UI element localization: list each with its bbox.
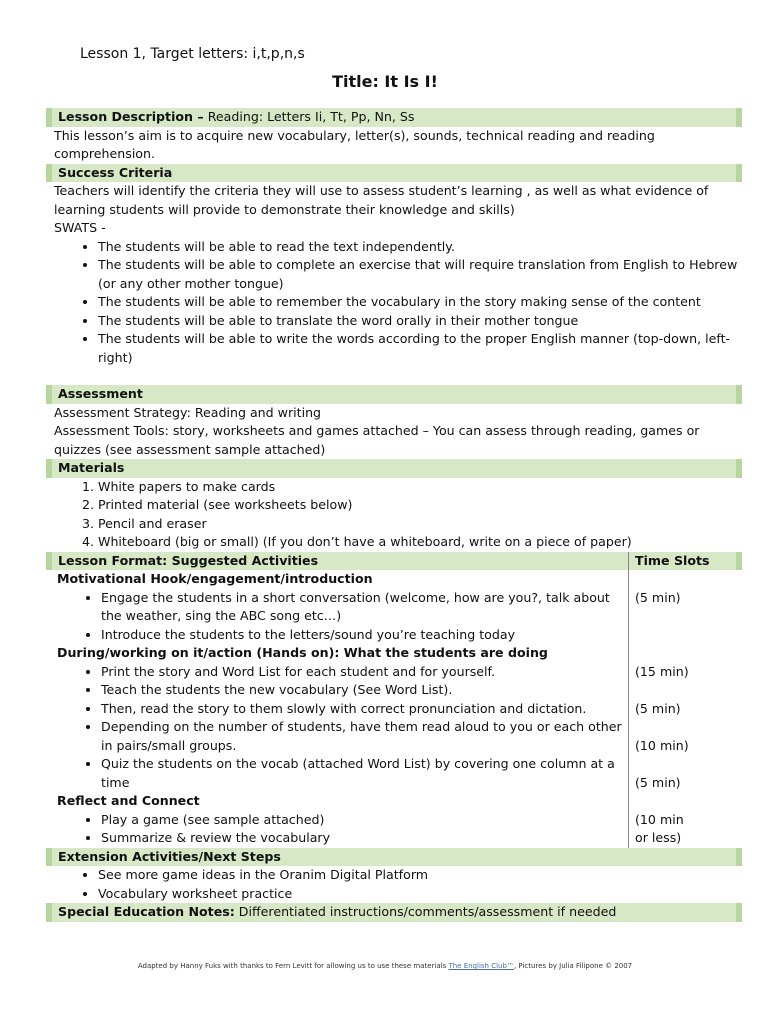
assessment-tools: Assessment Tools: story, worksheets and games attached – You can assess through reading, games or quizzes (see assessment sample attached) [54, 423, 700, 457]
time-slots-header: Time Slots [629, 552, 740, 571]
materials-band [46, 459, 742, 478]
page-title: Title: It Is I! [332, 72, 438, 91]
list-item: • Engage the students in a short conversation (welcome, how are you?, talk about the weather, sing the ABC song etc…) [101, 589, 628, 626]
reflect-time-note: or less) [635, 830, 682, 845]
page-header: Lesson 1, Target letters: i,t,p,n,s [80, 46, 305, 62]
reflect-time: (10 min [635, 811, 684, 827]
time-slot: (5 min) [635, 700, 681, 716]
materials-list [46, 478, 742, 552]
list-item: • Depending on the number of students, have them read aloud to you or each other in pairs/small groups. [101, 718, 628, 755]
lesson-description-text: This lesson’s aim is to acquire new vocabulary, letter(s), sounds, technical reading and reading comprehension. [54, 127, 655, 161]
during-list [49, 663, 628, 793]
lesson-document [46, 108, 742, 922]
table-row [49, 663, 739, 793]
time-slot: (5 min) [635, 774, 681, 790]
spacer [46, 367, 742, 385]
table-row [49, 792, 739, 848]
reflect-list [49, 811, 628, 848]
lesson-description-band [46, 108, 742, 127]
list-item: • Print the story and Word List for each student and for yourself. [101, 663, 628, 682]
success-criteria-text: Teachers will identify the criteria they will use to assess student’s learning , as well as what evidence of learning students will provide to demonstrate their knowledge and skills) [54, 183, 709, 217]
time-slot: (10 min) [635, 737, 689, 753]
extension-list [46, 866, 742, 903]
table-row [49, 570, 739, 589]
activities-header-row [49, 552, 739, 571]
list-item: • The students will be able to read the text independently. [98, 238, 742, 257]
list-item: • The students will be able to translate the word orally in their mother tongue [98, 312, 742, 331]
lesson-description-value: Reading: Letters Ii, Tt, Pp, Nn, Ss [207, 109, 415, 124]
lesson-description-label: Lesson Description – [58, 109, 204, 124]
footer-link[interactable]: The English Club™ [448, 962, 514, 970]
list-item: 4. Whiteboard (big or small) (If you don’t have a whiteboard, write on a piece of paper) [98, 533, 742, 552]
list-item: • See more game ideas in the Oranim Digital Platform [98, 866, 742, 885]
list-item: 3. Pencil and eraser [98, 515, 742, 534]
table-row [49, 589, 739, 645]
hook-time: (5 min) [629, 589, 740, 645]
list-item: • Quiz the students on the vocab (attached Word List) by covering one column at a time [101, 755, 628, 792]
success-criteria-band [46, 164, 742, 183]
footer-credit-suffix: , Pictures by Julia Filipone © 2007 [513, 962, 633, 970]
assessment-band [46, 385, 742, 404]
page-footer [0, 962, 770, 970]
activities-header: Lesson Format: Suggested Activities [49, 552, 629, 571]
materials-label: Materials [58, 460, 125, 475]
list-item: • Introduce the students to the letters/sound you’re teaching today [101, 626, 628, 645]
extension-band [46, 848, 742, 867]
hook-label: Motivational Hook/engagement/introduction [57, 571, 373, 586]
activities-table [46, 552, 742, 848]
list-item: • Summarize & review the vocabulary [101, 829, 628, 848]
success-criteria-list [46, 238, 742, 368]
list-item: • The students will be able to complete an exercise that will require translation from English to Hebrew (or any other mother tongue) [98, 256, 742, 293]
footer-credit: Adapted by Hanny Fuks with thanks to Fern Levitt for allowing us to use these materials [137, 962, 447, 970]
swats-label: SWATS - [54, 220, 106, 235]
extension-label: Extension Activities/Next Steps [58, 848, 281, 864]
during-label: During/working on it/action (Hands on): What the students are doing [57, 645, 548, 660]
reflect-label: Reflect and Connect [57, 793, 200, 808]
assessment-strategy: Assessment Strategy: Reading and writing [54, 404, 322, 420]
list-item: 2. Printed material (see worksheets below) [98, 496, 742, 515]
hook-list [49, 589, 628, 645]
list-item: • The students will be able to write the words according to the proper English manner (top-down, left-right) [98, 330, 742, 367]
list-item: • Play a game (see sample attached) [101, 811, 628, 830]
success-criteria-label: Success Criteria [58, 164, 173, 180]
during-times [629, 663, 740, 793]
list-item: • Vocabulary worksheet practice [98, 885, 742, 904]
list-item: 1. White papers to make cards [98, 478, 742, 497]
list-item: • Teach the students the new vocabulary (See Word List). [101, 681, 628, 700]
time-slot: (15 min) [635, 663, 689, 679]
special-education-text: Differentiated instructions/comments/assessment if needed [238, 904, 617, 919]
special-education-band [46, 903, 742, 922]
list-item: • The students will be able to remember the vocabulary in the story making sense of the content [98, 293, 742, 312]
table-row [49, 644, 739, 663]
assessment-label: Assessment [58, 386, 143, 401]
list-item: • Then, read the story to them slowly with correct pronunciation and dictation. [101, 700, 628, 719]
special-education-label: Special Education Notes: [58, 904, 235, 919]
